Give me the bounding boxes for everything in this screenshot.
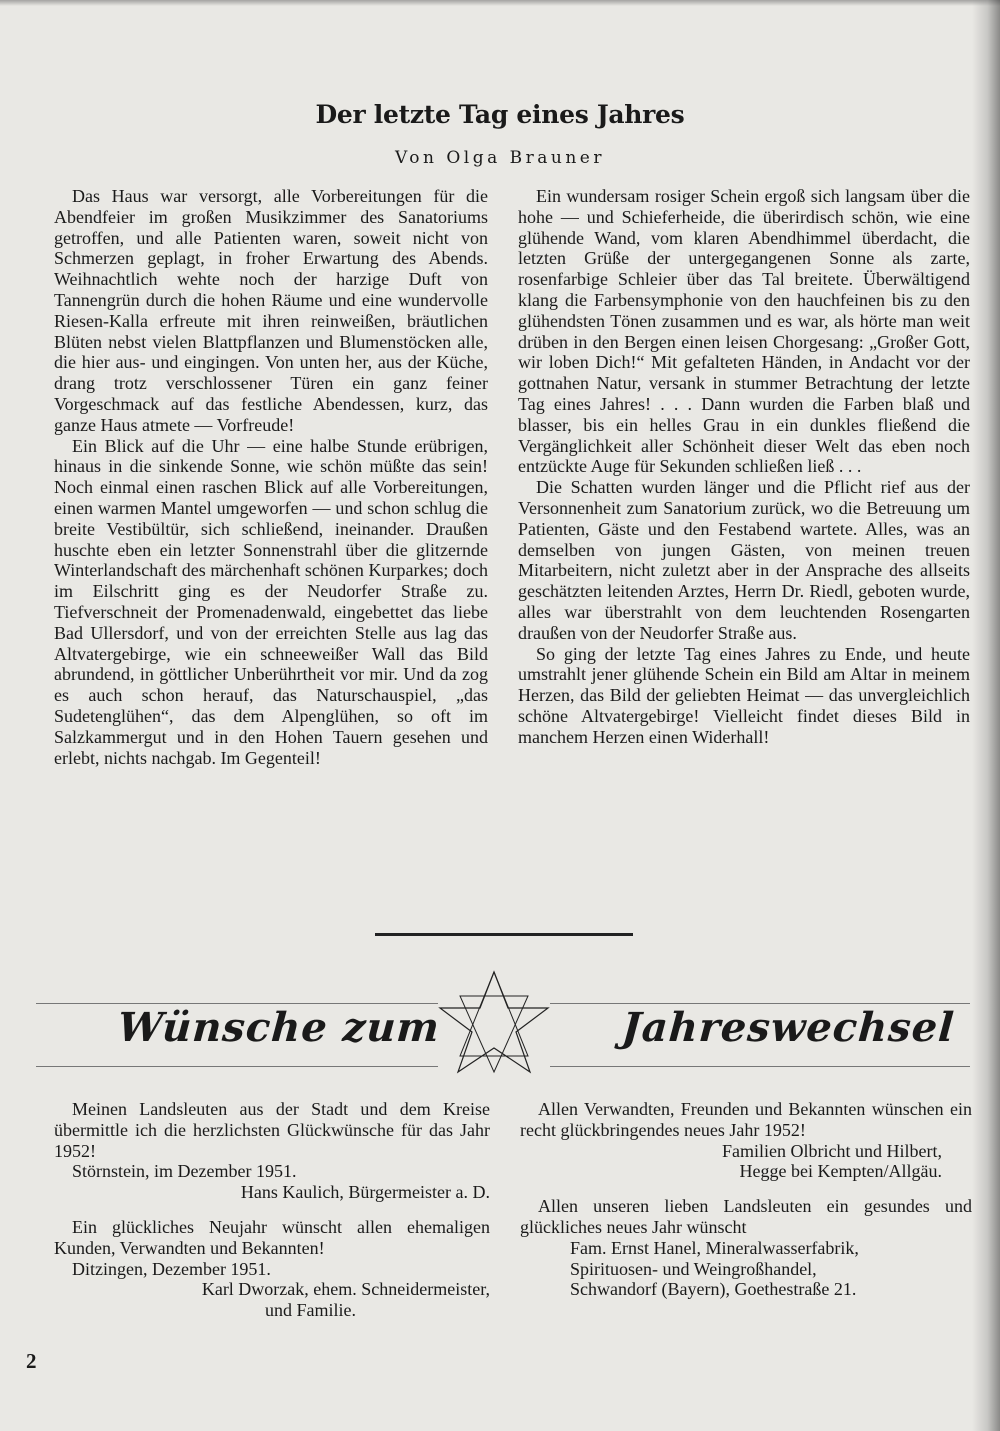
star-outline [440,972,548,1072]
page-top-edge [0,0,1000,6]
greeting-signature: Schwandorf (Bayern), Goethestraße 21. [570,1279,857,1300]
greeting-signature: Fam. Ernst Hanel, Mineralwasserfabrik, [570,1237,859,1258]
article-paragraph: Das Haus war versorgt, alle Vorbereitungen für die Abendfeier im großen Musikzimmer des Sanatoriums getroffen, und alle Patienten waren, soweit nicht von Schmerzen geplagt, in froher Erwartung des Abends. Weihnachtlich wehte noch der harzige Duft von Tannengrün durch die hohen Räume und eine wundervolle Riesen-Kalla erfreute mit ihren reinweißen, bräutlichen Blüten nebst vielen Blattpflanzen und Blumenstöcken alle, die hier aus- und eingingen. Von unten her, aus der Küche, drang trotz verschlossener Türen ein ganz feiner Vorgeschmack auf das festliche Abendessen, kurz, das ganze Haus atmete — Vorfreude! [54,186,488,435]
article-paragraph: Ein Blick auf die Uhr — eine halbe Stunde erübrigen, hinaus in die sinkende Sonne, wie schön müßte das sein! Noch einmal einen raschen Blick auf alle Vorbereitungen, einen warmen Mantel umgeworfen — und schon schlug die breite Vestibültür, sich schließend, ineinander. Draußen huschte eben ein letzter Sonnenstrahl über die glitzernde Winterlandschaft des märchenhaft schönen Kurparkes; doch im Eilschritt ging es der Neudorfer Straße zu. Tiefverschneit der Promenadenwald, eingebettet das liebe Bad Ullersdorf, und von der erreichten Stelle aus lag das Altvatergebirge, wie ein schneeweißer Wall das Bild abrundend, in göttlicher Unberührtheit vor mir. Und da zog es auch schon herauf, das Naturschauspiel, „das Sudetenglühen“, das dem Alpenglühen, so oft im Salzkammergut und in den Hohen Tauern gesehen und erlebt, nichts nachgab. Im Gegenteil! [54,435,488,768]
greeting-text: Allen Verwandten, Freunden und Bekannten wünschen ein recht glückbringendes neues Jahr 1952! [520,1099,972,1140]
greeting-signature: und Familie. [265,1300,356,1321]
star-icon [436,968,552,1084]
greeting-text: Meinen Landsleuten aus der Stadt und dem Kreise übermittle ich die herzlichsten Glückwünsche für das Jahr 1952! [54,1099,490,1161]
greeting-signature: Karl Dworzak, ehem. Schneidermeister, [201,1279,490,1300]
greeting-signature: Hans Kaulich, Bürgermeister a. D. [240,1182,490,1203]
greetings-heading-right: Jahreswechsel [620,1004,957,1051]
greetings-heading-left: Wünsche zum [116,1004,442,1051]
section-divider [375,933,633,936]
article-paragraph: Ein wundersam rosiger Schein ergoß sich langsam über die hohe — und Schieferheide, die überirdisch schön, wie eine glühende Wand, vom klaren Abendhimmel überdacht, die letzten Grüße der untergegangenen Sonne als zarte, rosenfarbige Schleier über das Tal breitete. Überwältigend klang die Farbensymphonie von den hauchfeinen bis zu den glühendsten Tönen zusammen und es war, als hörte man weit drüben in den Bergen einen leisen Chorgesang: „Großer Gott, wir loben Dich!“ Mit gefalteten Händen, in Andacht vor der gottnahen Natur, versank in stummer Betrachtung der letzte Tag eines Jahres! . . . Dann wurden die Farben blaß und blasser, bis ein helles Grau in ein dunkles fließend die Vergänglichkeit aller Schönheit dieser Welt das eben noch entzückte Auge für Sekunden schließen ließ . . . [518,186,970,477]
article-title: Der letzte Tag eines Jahres [315,100,685,129]
article-paragraph: Die Schatten wurden länger und die Pflicht rief aus der Versonnenheit zum Sanatorium zurück, wo die Betreuung um Patienten, Gäste und den Festabend wartete. Alles, was an demselben von jungen Gästen, von meinen treuen Mitarbeitern, nicht zuletzt aber in der Ansprache des allseits geschätzten leitenden Arztes, Herrn Dr. Riedl, geboten wurde, alles war überstrahlt von dem leuchtenden Rosengarten draußen von der Neudorfer Straße aus. [518,477,970,643]
greeting-signature: Spirituosen- und Weingroßhandel, [570,1258,817,1279]
header-rule-right-bottom [550,1066,970,1067]
greetings-column-left [54,1099,490,1321]
greeting-place: Ditzingen, Dezember 1951. [72,1258,271,1279]
greeting-signature: Hegge bei Kempten/Allgäu. [739,1161,942,1182]
greeting-place: Störnstein, im Dezember 1951. [72,1161,297,1182]
greeting-text: Allen unseren lieben Landsleuten ein gesundes und glückliches neues Jahr wünscht [520,1196,972,1237]
greeting-signature: Familien Olbricht und Hilbert, [722,1140,942,1161]
page-number: 2 [26,1349,37,1373]
article-column-right [518,186,970,748]
header-rule-left-bottom [36,1066,438,1067]
page-binding-edge [972,0,1000,1431]
article-paragraph: So ging der letzte Tag eines Jahres zu Ende, und heute umstrahlt jener glühende Schein ein Bild am Altar in meinem Herzen, das Bild der geliebten Heimat — das unvergleichlich schöne Altvatergebirge! Vielleicht findet dieses Bild in manchem Herzen einen Widerhall! [518,643,970,747]
greetings-column-right [520,1099,972,1300]
article-byline: Von Olga Brauner [395,148,605,168]
article-column-left [54,186,488,768]
greeting-text: Ein glückliches Neujahr wünscht allen ehemaligen Kunden, Verwandten und Bekannten! [54,1216,490,1258]
star-triangle-up [460,972,528,1056]
